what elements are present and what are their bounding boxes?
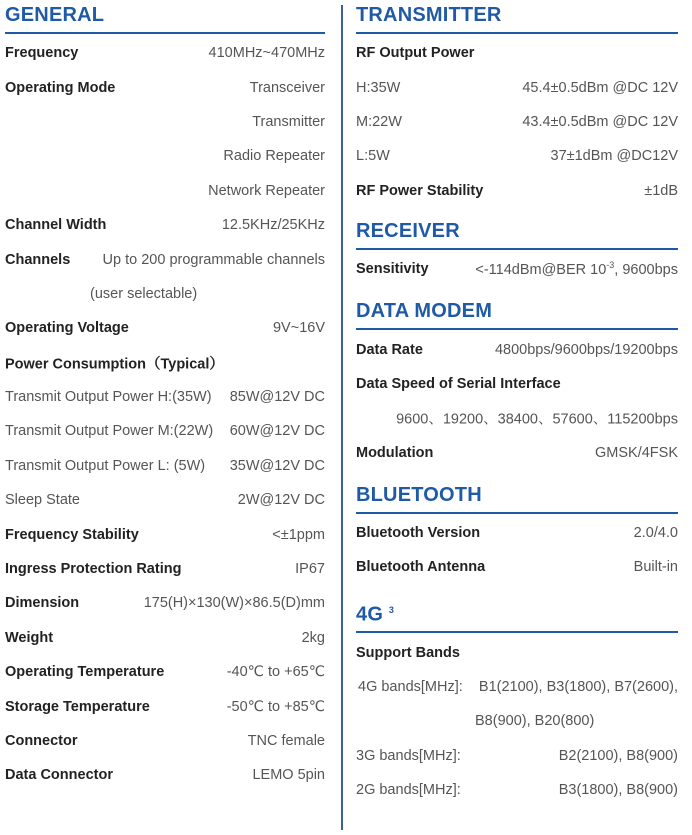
spec-value: Transmitter — [252, 113, 325, 130]
data-modem-title: DATA MODEM — [356, 300, 678, 330]
sensitivity-suffix: , 9600bps — [614, 262, 678, 279]
spec-row-connector — [5, 724, 325, 758]
spec-label: Dimension — [5, 595, 80, 612]
spec-label: Operating Temperature — [5, 664, 165, 681]
spec-label: Operating Mode — [5, 79, 116, 96]
spec-row-operating-mode-2 — [5, 105, 325, 139]
transmitter-title: TRANSMITTER — [356, 4, 678, 34]
spec-row-channel-width — [5, 208, 325, 242]
spec-label: RF Output Power — [356, 45, 475, 62]
spec-label: M:22W — [356, 113, 402, 130]
spec-row-bluetooth-version — [356, 516, 678, 550]
spec-label: Data Speed of Serial Interface — [356, 375, 561, 392]
spec-value: 45.4±0.5dBm @DC 12V — [522, 79, 678, 96]
spec-row-rf-m — [356, 105, 678, 139]
spec-row-modulation — [356, 436, 678, 470]
spec-value: 43.4±0.5dBm @DC 12V — [522, 113, 678, 130]
spec-value: 2W@12V DC — [237, 492, 325, 509]
spec-label: Ingress Protection Rating — [5, 561, 182, 578]
spec-value: 37±1dBm @DC12V — [550, 148, 678, 165]
spec-row-bands-4g — [356, 670, 678, 704]
spec-row-frequency — [5, 36, 325, 70]
spec-row-frequency-stability — [5, 517, 325, 551]
spec-row-tx-power-l — [5, 449, 325, 483]
spec-label: Transmit Output Power L: (5W) — [5, 457, 206, 474]
spec-row-support-bands — [356, 635, 678, 669]
spec-row-data-rate — [356, 332, 678, 366]
spec-label: H:35W — [356, 79, 401, 96]
spec-row-storage-temperature — [5, 689, 325, 723]
spec-row-bands-3g — [356, 739, 678, 773]
spec-row-rf-l — [356, 139, 678, 173]
cellular-title — [356, 599, 678, 634]
spec-label: 2G bands[MHz]: — [356, 782, 461, 799]
spec-row-tx-power-m — [5, 414, 325, 448]
spec-label: Connector — [5, 733, 78, 749]
spec-label: L:5W — [356, 148, 390, 165]
spec-value: B1(2100), B3(1800), B7(2600), — [478, 678, 678, 695]
spec-value: 175(H)×130(W)×86.5(D)mm — [143, 595, 325, 612]
spec-label: Power Consumption（Typical） — [5, 356, 224, 373]
spec-value: 60W@12V DC — [229, 423, 325, 440]
spec-value: Radio Repeater — [223, 148, 325, 165]
spec-label: Data Connector — [5, 767, 113, 784]
right-column — [356, 0, 678, 807]
spec-row-bands-2g — [356, 773, 678, 807]
spec-row-channels — [5, 242, 325, 276]
spec-value: B3(1800), B8(900) — [558, 782, 678, 799]
column-divider — [341, 5, 343, 830]
spec-value: LEMO 5pin — [252, 767, 325, 784]
spec-value: Transceiver — [249, 79, 325, 96]
spec-label: Weight — [5, 629, 54, 646]
spec-value: 85W@12V DC — [229, 389, 325, 406]
spec-row-sleep-state — [5, 483, 325, 517]
spec-label: Support Bands — [356, 644, 460, 661]
spec-value: 2kg — [301, 629, 325, 646]
spec-row-rf-output-power — [356, 36, 678, 70]
spec-row-weight — [5, 621, 325, 655]
spec-label: Sleep State — [5, 492, 80, 509]
spec-row-serial-speed — [356, 367, 678, 401]
spec-value: ±1dB — [644, 182, 678, 199]
spec-row-channels-2 — [5, 277, 325, 311]
spec-label: Modulation — [356, 444, 434, 461]
spec-value: Built-in — [633, 559, 678, 576]
spec-label: Frequency — [5, 45, 79, 62]
spec-label: Data Rate — [356, 341, 423, 358]
spec-value: B2(2100), B8(900) — [558, 747, 678, 764]
spec-value: <±1ppm — [272, 526, 325, 543]
general-column — [5, 0, 325, 793]
spec-label: Operating Voltage — [5, 320, 129, 337]
spec-row-serial-speed-values — [356, 401, 678, 435]
spec-value: 4800bps/9600bps/19200bps — [494, 341, 678, 358]
spec-row-operating-voltage — [5, 311, 325, 345]
spec-value: (user selectable) — [90, 285, 198, 302]
spec-row-bands-4g-2 — [356, 704, 678, 738]
sensitivity-prefix: <-114dBm@BER 10 — [475, 262, 607, 279]
spec-value: 9V~16V — [272, 320, 325, 337]
cellular-title-text: 4G — [356, 603, 384, 626]
spec-label: 3G bands[MHz]: — [356, 747, 461, 764]
spec-label: Channel Width — [5, 217, 107, 234]
spec-row-dimension — [5, 586, 325, 620]
spec-value: 410MHz~470MHz — [208, 45, 325, 62]
spec-value: GMSK/4FSK — [595, 444, 678, 461]
spec-value: 35W@12V DC — [229, 457, 325, 474]
spec-value: Up to 200 programmable channels — [102, 251, 325, 268]
spec-row-rf-h — [356, 70, 678, 104]
spec-row-bluetooth-antenna — [356, 550, 678, 584]
spec-value: -50℃ to +85℃ — [226, 698, 325, 715]
spec-row-ingress-protection — [5, 552, 325, 586]
spec-value: 9600、19200、38400、57600、115200bps — [396, 411, 678, 428]
spec-label: RF Power Stability — [356, 182, 484, 199]
spec-label: 4G bands[MHz]: — [358, 678, 463, 695]
spec-label: Storage Temperature — [5, 698, 150, 715]
spec-value: IP67 — [295, 561, 325, 578]
spec-value — [475, 260, 678, 278]
spec-value: 12.5KHz/25KHz — [221, 217, 325, 234]
sensitivity-exponent: -3 — [606, 260, 615, 271]
spec-label: Transmit Output Power H:(35W) — [5, 389, 212, 406]
spec-row-operating-mode — [5, 70, 325, 104]
receiver-title: RECEIVER — [356, 220, 678, 250]
spec-label: Bluetooth Version — [356, 525, 481, 542]
spec-label: Sensitivity — [356, 261, 429, 278]
spec-row-power-consumption — [5, 346, 325, 380]
bluetooth-title: BLUETOOTH — [356, 484, 678, 514]
spec-row-sensitivity — [356, 252, 678, 286]
spec-label: Frequency Stability — [5, 526, 139, 543]
spec-row-data-connector — [5, 758, 325, 792]
spec-label: Transmit Output Power M:(22W) — [5, 423, 214, 440]
spec-row-operating-mode-4 — [5, 174, 325, 208]
spec-value: 2.0/4.0 — [633, 525, 678, 542]
cellular-title-footnote: 3 — [388, 604, 395, 615]
spec-row-rf-power-stability — [356, 174, 678, 208]
spec-value: -40℃ to +65℃ — [226, 664, 325, 681]
spec-label: Bluetooth Antenna — [356, 559, 486, 576]
spec-value: TNC female — [247, 733, 325, 749]
spec-row-operating-mode-3 — [5, 139, 325, 173]
spec-value: B8(900), B20(800) — [475, 713, 595, 730]
spec-row-tx-power-h — [5, 380, 325, 414]
spec-row-operating-temperature — [5, 655, 325, 689]
spec-label: Channels — [5, 251, 71, 268]
general-title: GENERAL — [5, 4, 325, 34]
spec-value: Network Repeater — [208, 182, 325, 199]
